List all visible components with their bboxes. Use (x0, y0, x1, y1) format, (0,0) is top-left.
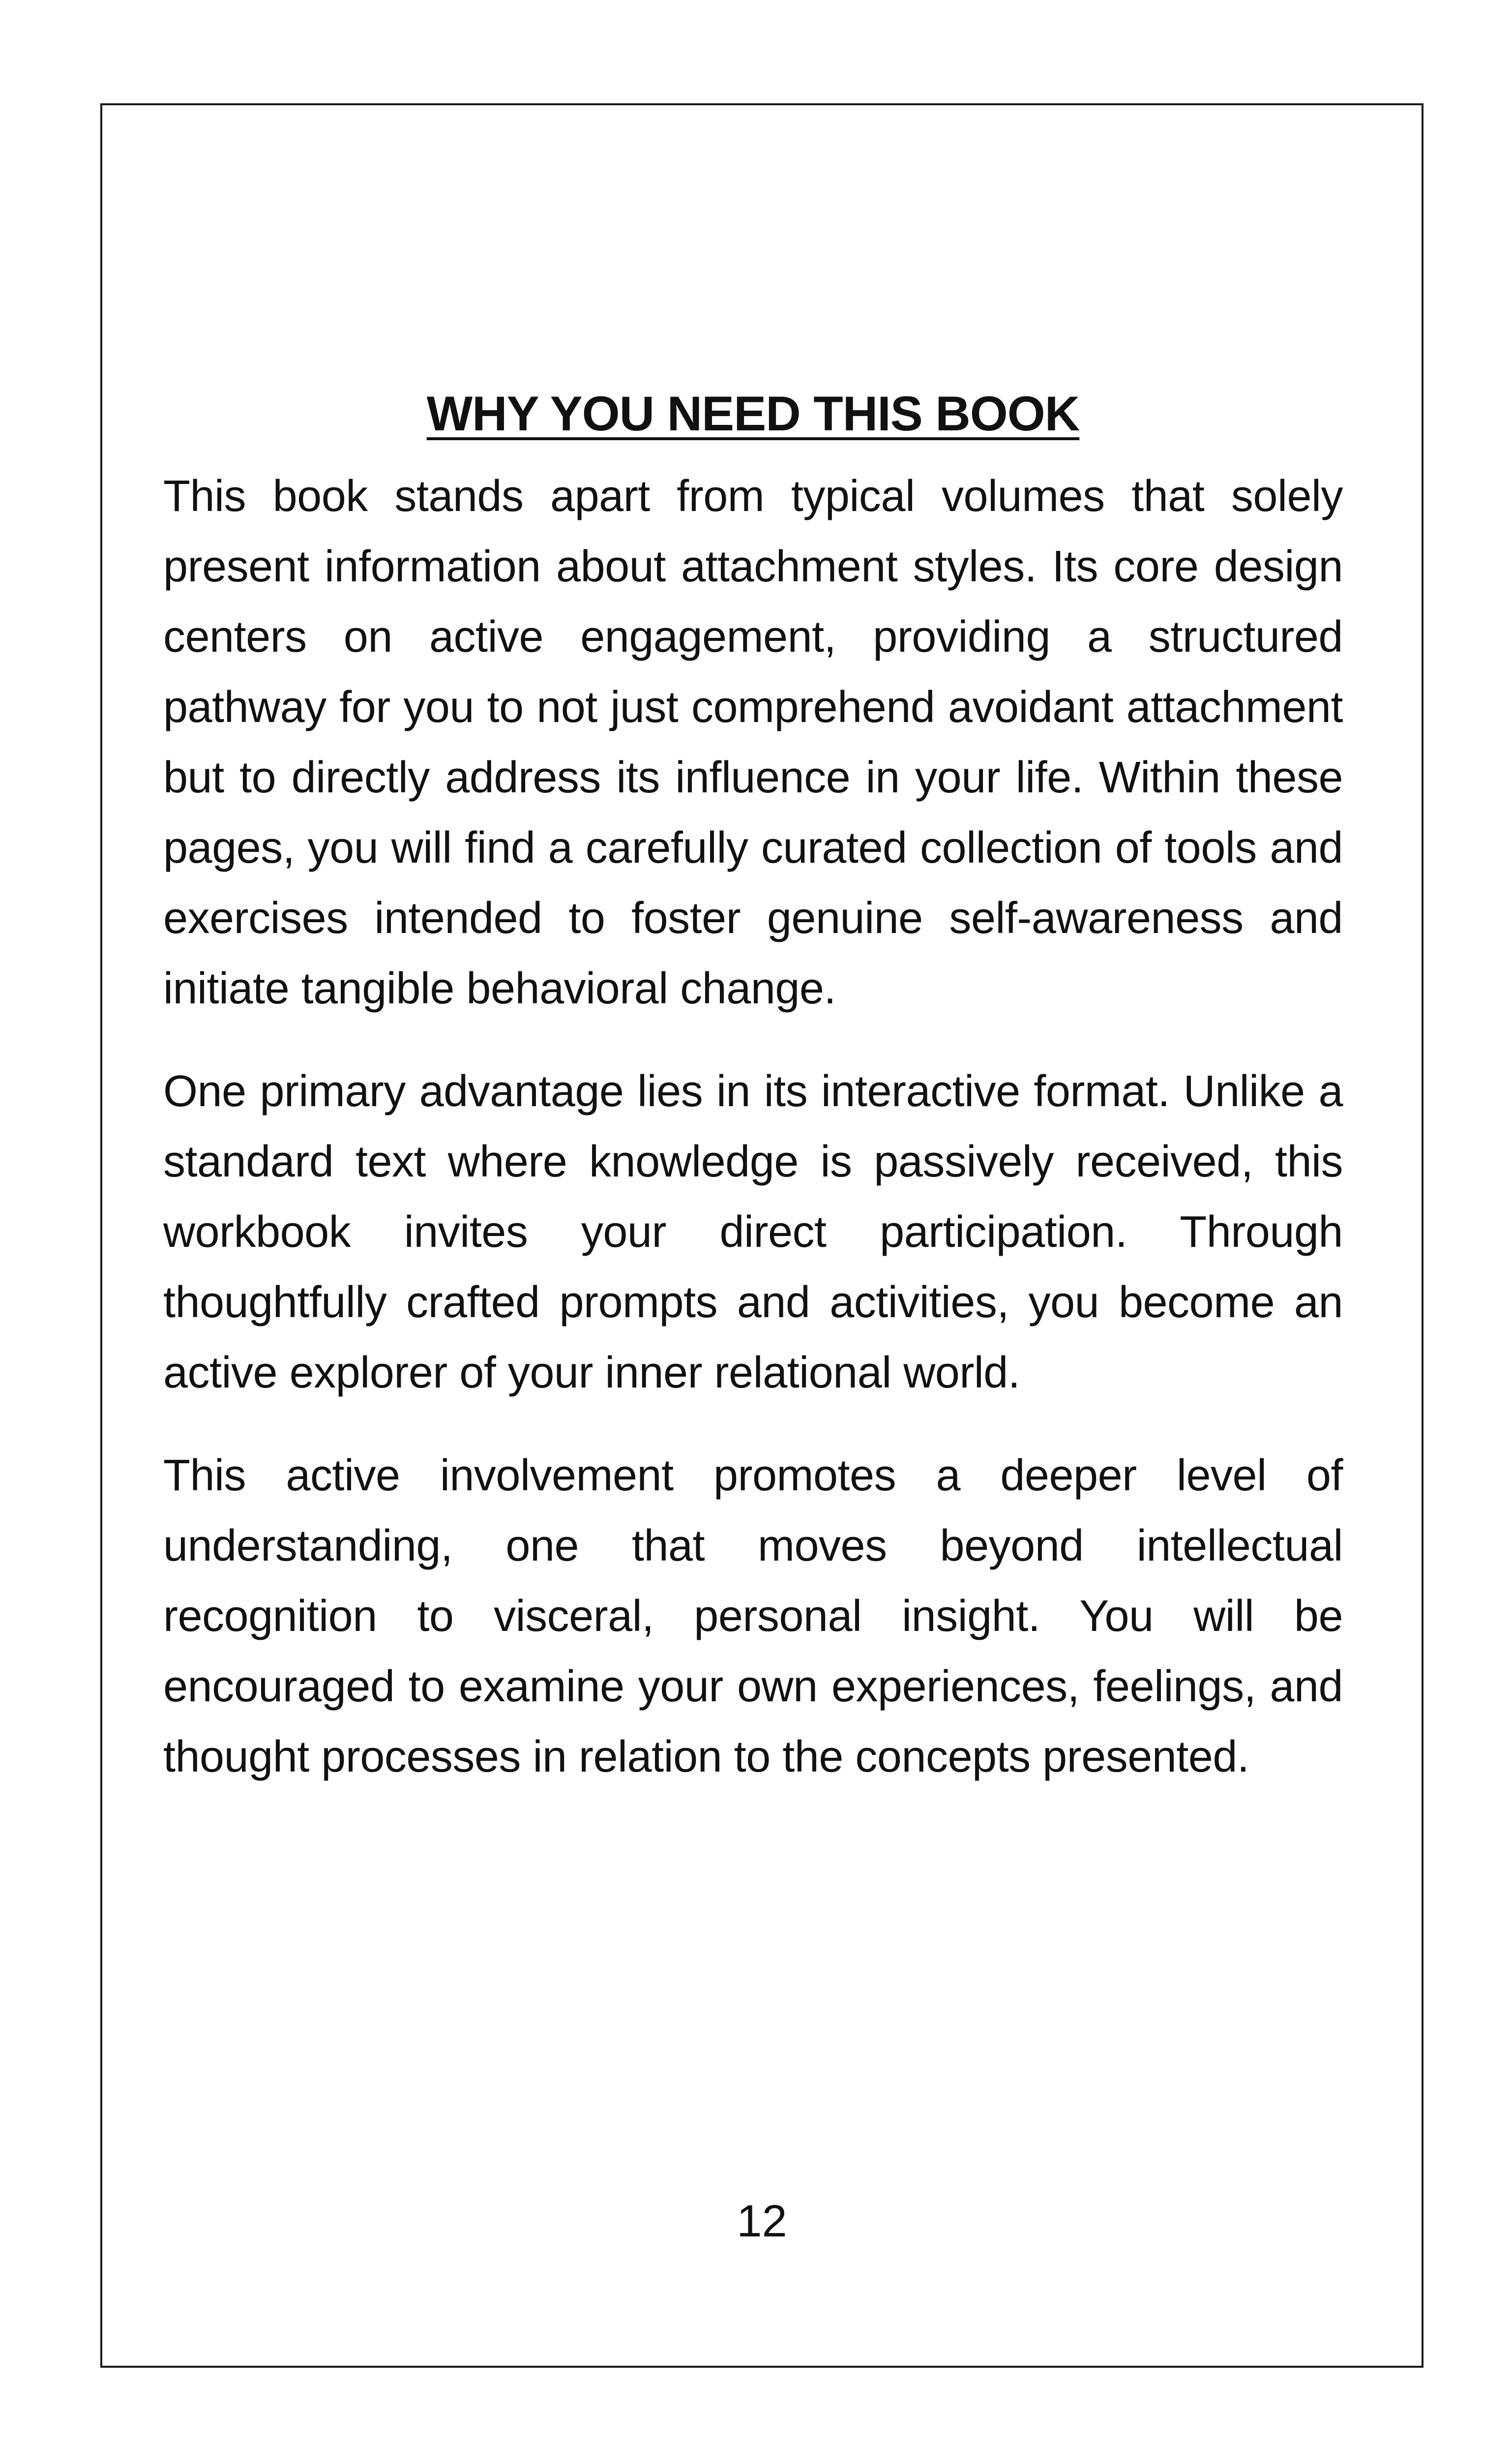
page-content (163, 381, 1343, 1825)
body-paragraph-2: One primary advantage lies in its interactive format. Unlike a standard text where knowledge is passively received, this workbook invites your direct participation. Through thoughtfully crafted prompts and activities, you become an active explorer of your inner relational world. (163, 1066, 1343, 1397)
body-paragraph-1: This book stands apart from typical volumes that solely present information about attachment styles. Its core design centers on active engagement, providing a structured pathway for you to not just comprehend avoidant attachment but to directly address its influence in your life. Within these pages, you will find a carefully curated collection of tools and exercises intended to foster genuine self-awareness and initiate tangible behavioral change. (163, 471, 1343, 1013)
page-border (100, 103, 1423, 2368)
section-heading: WHY YOU NEED THIS BOOK (426, 386, 1080, 441)
body-paragraph-3: This active involvement promotes a deeper level of understanding, one that moves beyond intellectual recognition to visceral, personal insight. You will be encouraged to examine your own experiences, feelings, and thought processes in relation to the concepts presented. (163, 1450, 1343, 1781)
page-number: 12 (737, 2196, 787, 2246)
